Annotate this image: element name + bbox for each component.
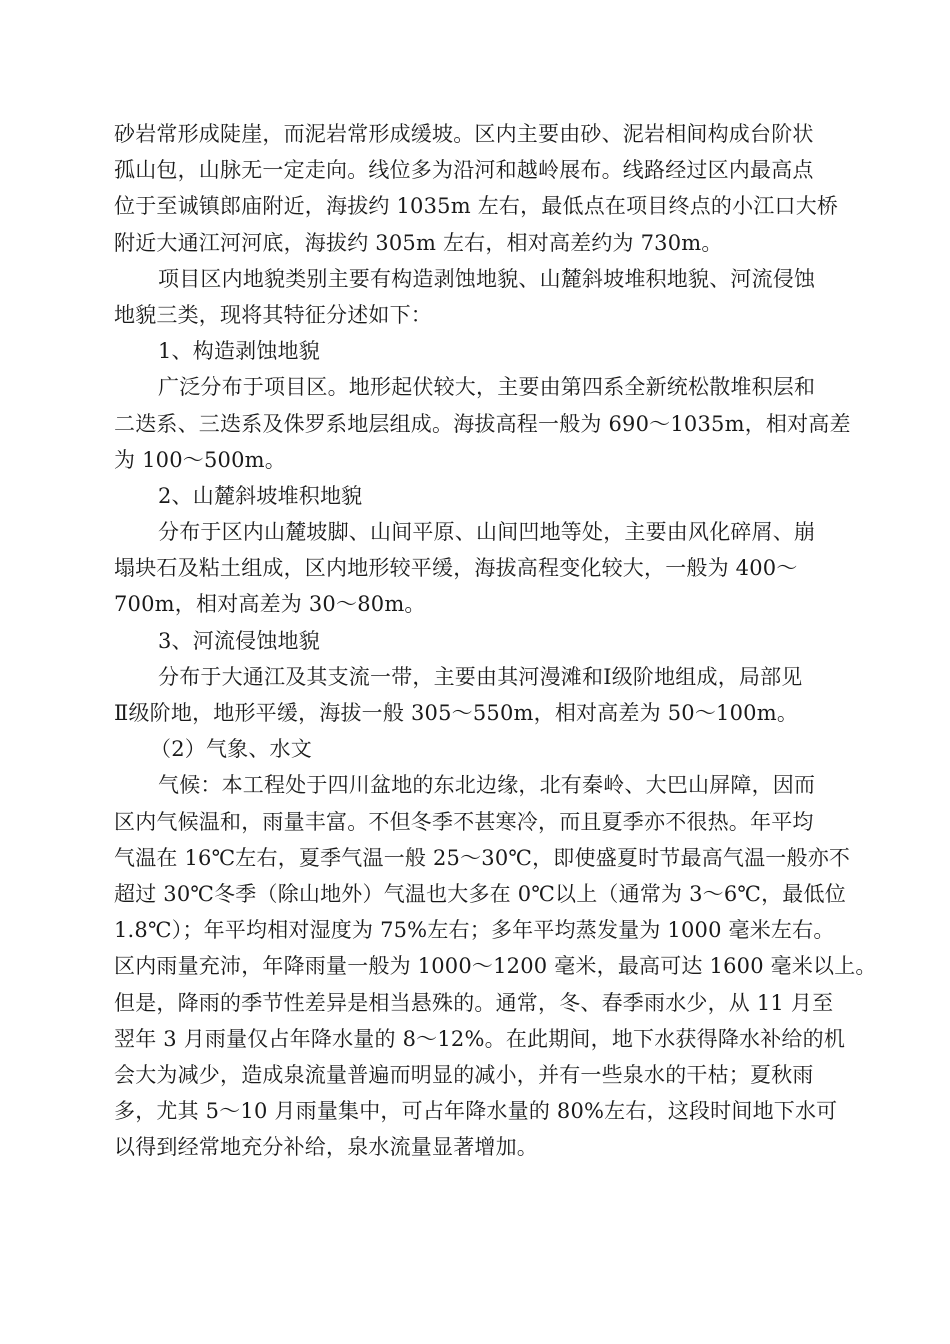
text-line: 1.8℃）；年平均相对湿度为 75%左右；多年平均蒸发量为 1000 毫米左右。 <box>114 918 835 943</box>
paragraph-first-line: 气候：本工程处于四川盆地的东北边缘，北有秦岭、大巴山屏障，因而 <box>158 773 816 798</box>
text-line: 地貌三类，现将其特征分述如下： <box>114 302 432 327</box>
text-line: 区内雨量充沛，年降雨量一般为 1000～1200 毫米，最高可达 1600 毫米以上。 <box>114 954 877 979</box>
text-line: 多，尤其 5～10 月雨量集中，可占年降水量的 80%左右，这段时间地下水可 <box>114 1099 838 1124</box>
subsection-heading: （2）气象、水文 <box>150 737 312 762</box>
text-line: Ⅱ级阶地，地形平缓，海拔一般 305～550m，相对高差为 50～100m。 <box>114 701 799 725</box>
text-line: 以得到经常地充分补给，泉水流量显著增加。 <box>114 1135 538 1160</box>
text-line: 700m，相对高差为 30～80m。 <box>114 592 426 617</box>
paragraph-first-line: 广泛分布于项目区。地形起伏较大，主要由第四系全新统松散堆积层和 <box>158 375 816 400</box>
paragraph-first-line: 项目区内地貌类别主要有构造剥蚀地貌、山麓斜坡堆积地貌、河流侵蚀 <box>158 266 816 291</box>
text-line: 孤山包，山脉无一定走向。线位多为沿河和越岭展布。线路经过区内最高点 <box>114 158 814 183</box>
text-line: 翌年 3 月雨量仅占年降水量的 8～12%。在此期间，地下水获得降水补给的机 <box>114 1026 846 1051</box>
text-line: 会大为减少，造成泉流量普遍而明显的减小，并有一些泉水的干枯；夏秋雨 <box>114 1062 814 1087</box>
paragraph-first-line: 分布于大通江及其支流一带，主要由其河漫滩和Ⅰ级阶地组成，局部见 <box>158 664 803 689</box>
section-heading: 1、构造剥蚀地貌 <box>158 339 320 364</box>
text-line: 附近大通江河河底，海拔约 305m 左右，相对高差约为 730m。 <box>114 230 723 255</box>
text-line: 超过 30℃冬季（除山地外）气温也大多在 0℃以上（通常为 3～6℃，最低位 <box>114 881 846 906</box>
text-line: 区内气候温和，雨量丰富。不但冬季不甚寒冷，而且夏季亦不很热。年平均 <box>114 809 814 834</box>
section-heading: 2、山麓斜坡堆积地貌 <box>158 483 363 508</box>
text-line: 位于至诚镇郎庙附近，海拔约 1035m 左右，最低点在项目终点的小江口大桥 <box>114 194 839 219</box>
text-line: 砂岩常形成陡崖，而泥岩常形成缓坡。区内主要由砂、泥岩相间构成台阶状 <box>114 122 814 146</box>
text-line: 二迭系、三迭系及侏罗系地层组成。海拔高程一般为 690～1035m，相对高差 <box>114 411 851 436</box>
text-line: 但是，降雨的季节性差异是相当悬殊的。通常，冬、春季雨水少，从 11 月至 <box>114 990 834 1015</box>
document-page <box>114 116 877 1165</box>
paragraph-first-line: 分布于区内山麓坡脚、山间平原、山间凹地等处，主要由风化碎屑、崩 <box>158 520 816 545</box>
section-heading: 3、河流侵蚀地貌 <box>158 628 320 653</box>
text-line: 气温在 16℃左右，夏季气温一般 25～30℃，即使盛夏时节最高气温一般亦不 <box>114 845 851 870</box>
text-line: 为 100～500m。 <box>114 447 286 472</box>
text-line: 塌块石及粘土组成，区内地形较平缓，海拔高程变化较大，一般为 400～ <box>114 556 798 581</box>
